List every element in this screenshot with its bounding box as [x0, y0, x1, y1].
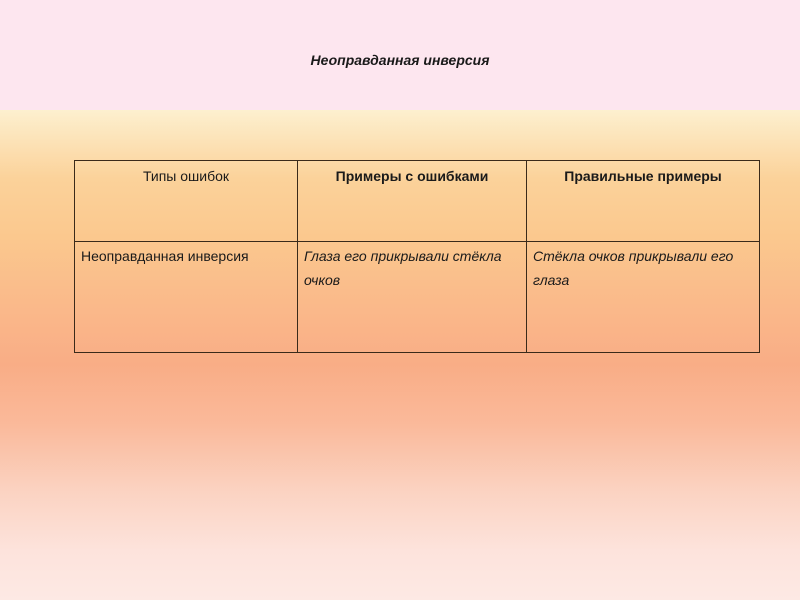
- header-correct-examples: Правильные примеры: [527, 161, 760, 242]
- slide-title: Неоправданная инверсия: [310, 52, 490, 68]
- table-row: [75, 242, 760, 353]
- errors-table: [74, 160, 760, 353]
- table-header-row: [75, 161, 760, 242]
- header-wrong-examples: Примеры с ошибками: [298, 161, 527, 242]
- cell-wrong-example: Глаза его прикрывали стёкла очков: [298, 242, 527, 353]
- cell-correct-example: Стёкла очков прикрывали его глаза: [527, 242, 760, 353]
- header-error-types: Типы ошибок: [75, 161, 298, 242]
- cell-error-type: Неоправданная инверсия: [75, 242, 298, 353]
